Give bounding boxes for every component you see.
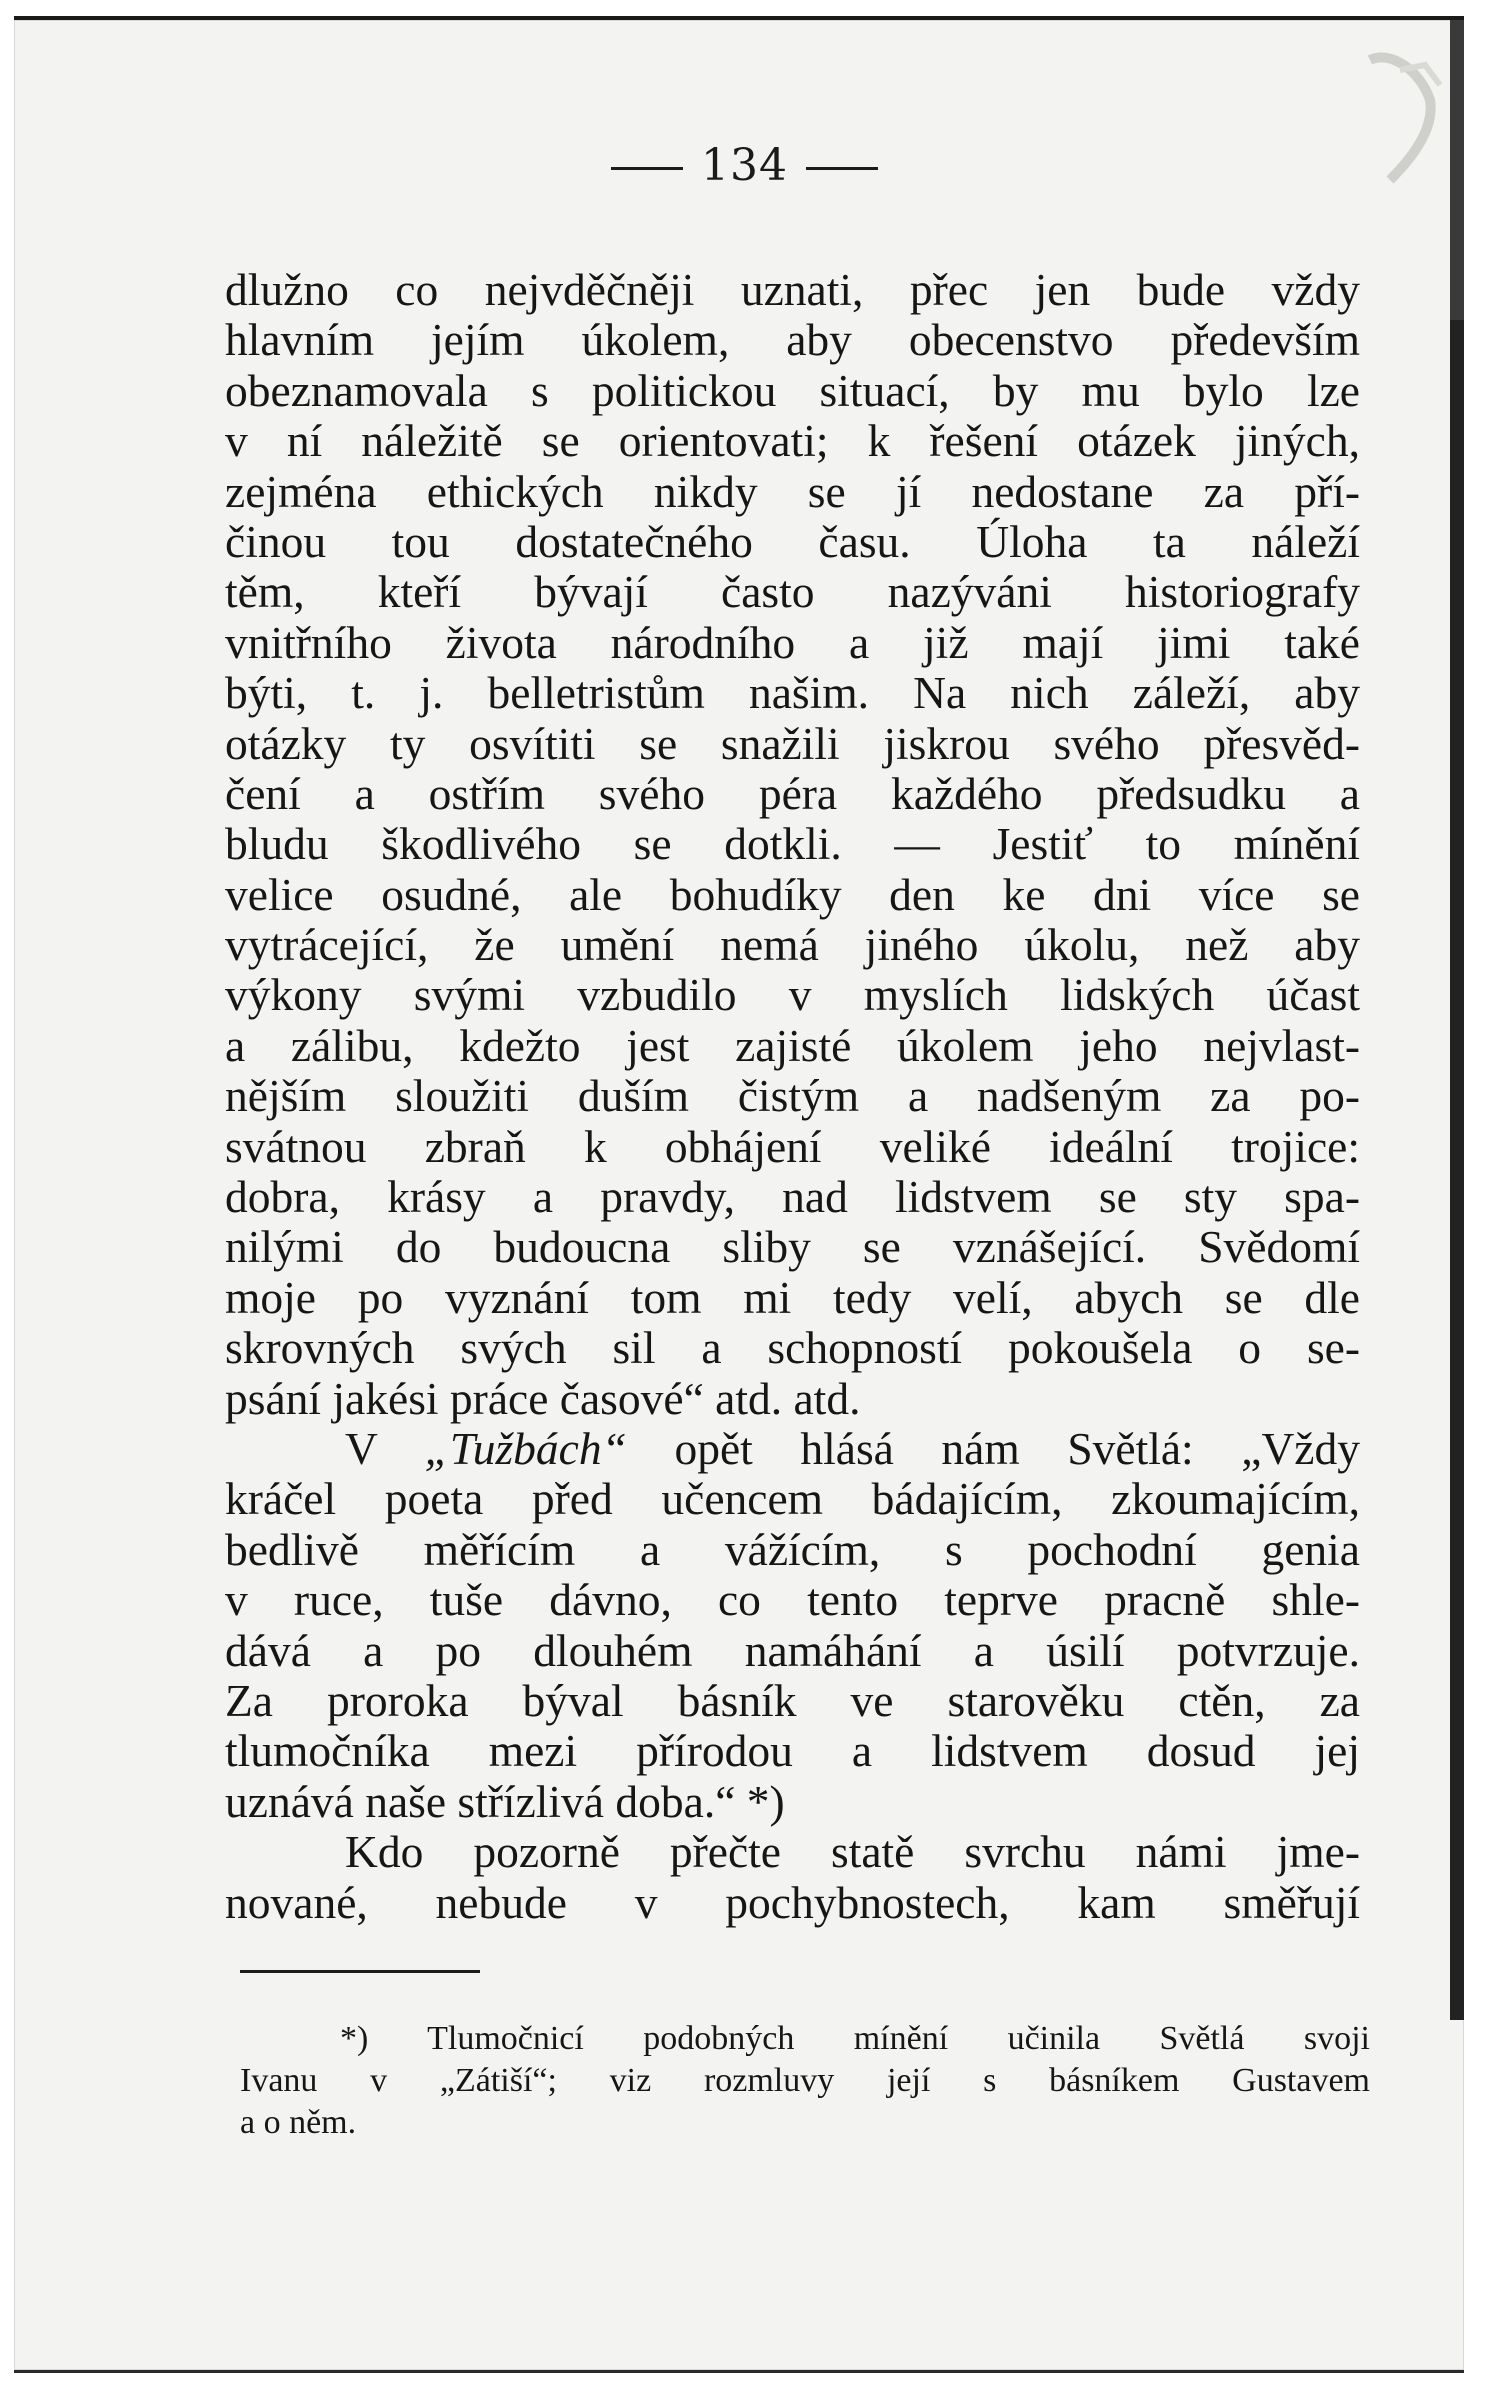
header-dash-right <box>806 167 878 170</box>
footnote-line: Ivanu v „Zátiší“; viz rozmluvy její s básníkem Gustavem <box>240 2062 1370 2099</box>
body-line: tlumočníka mezi přírodou a lidstvem dosud jej <box>225 1725 1360 1777</box>
body-line: výkony svými vzbudilo v myslích lidských účast <box>225 969 1360 1021</box>
tuzbach-suffix: opět hlásá nám Světlá: „Vždy <box>626 1422 1361 1474</box>
page-header <box>0 140 1489 191</box>
body-line: býti, t. j. belletristům našim. Na nich záleží, aby <box>225 667 1360 719</box>
body-line: velice osudné, ale bohudíky den ke dni více se <box>225 868 1360 920</box>
body-line: činou tou dostatečného času. Úloha ta náleží <box>225 515 1360 567</box>
tuzbach-title: „Tužbách“ <box>424 1422 627 1474</box>
body-text <box>225 265 1360 1928</box>
tuzbach-prefix: V <box>345 1422 425 1474</box>
footnote-line: a o něm. <box>240 2104 357 2141</box>
body-line: čení a ostřím svého péra každého předsudku a <box>225 767 1360 819</box>
body-line: nované, nebude v pochybnostech, kam směřují <box>225 1876 1360 1928</box>
body-line: hlavním jejím úkolem, aby obecenstvo především <box>225 314 1360 366</box>
body-line: těm, kteří bývají často nazýváni historiografy <box>225 566 1360 618</box>
body-line: psání jakési práce časové“ atd. atd. <box>225 1372 861 1424</box>
body-line: skrovných svých sil a schopností pokoušela o se- <box>225 1322 1360 1374</box>
body-line: Za proroka býval básník ve starověku ctěn, za <box>225 1674 1360 1726</box>
page-edge-shadow <box>1450 320 1464 2020</box>
page-number: 134 <box>701 140 788 191</box>
body-line: vnitřního života národního a již mají jimi také <box>225 616 1360 668</box>
body-line: nějším sloužiti duším čistým a nadšeným za po- <box>225 1070 1360 1122</box>
body-line: bedlivě měřícím a vážícím, s pochodní genia <box>225 1523 1360 1575</box>
body-line: Kdo pozorně přečte statě svrchu námi jme- <box>345 1826 1360 1878</box>
body-line: vytrácející, že umění nemá jiného úkolu, než aby <box>225 919 1360 971</box>
body-line: zejména ethických nikdy se jí nedostane za pří- <box>225 465 1360 517</box>
body-line: dává a po dlouhém namáhání a úsilí potvrzuje. <box>225 1624 1360 1676</box>
body-line: svátnou zbraň k obhájení veliké ideální trojice: <box>225 1120 1360 1172</box>
body-line: nilými do budoucna sliby se vznášející. Svědomí <box>225 1221 1360 1273</box>
tuzbach-line <box>225 1424 1360 1474</box>
header-dash-left <box>611 167 683 170</box>
body-line: v ní náležitě se orientovati; k řešení otázek jiných, <box>225 415 1360 467</box>
footnote-line: *) Tlumočnicí podobných mínění učinila Světlá svoji <box>340 2020 1370 2057</box>
body-line: obeznamovala s politickou situací, by mu bylo lze <box>225 364 1360 416</box>
body-line: kráčel poeta před učencem bádajícím, zkoumajícím, <box>225 1473 1360 1525</box>
body-line: uznává naše střízlivá doba.“ *) <box>225 1775 785 1827</box>
body-line: a zálibu, kdežto jest zajisté úkolem jeho nejvlast- <box>225 1019 1360 1071</box>
footnotes <box>240 2018 1370 2144</box>
body-line: moje po vyznání tom mi tedy velí, abych se dle <box>225 1271 1360 1323</box>
body-line: v ruce, tuše dávno, co tento teprve pracně shle- <box>225 1574 1360 1626</box>
body-line: otázky ty osvítiti se snažili jiskrou svého přesvěd- <box>225 717 1360 769</box>
body-line: bludu škodlivého se dotkli. — Jestiť to mínění <box>225 818 1360 870</box>
body-line: dlužno co nejvděčněji uznati, přec jen bude vždy <box>225 264 1360 315</box>
body-line: dobra, krásy a pravdy, nad lidstvem se sty spa- <box>225 1171 1360 1223</box>
footnote-rule <box>240 1970 480 1973</box>
